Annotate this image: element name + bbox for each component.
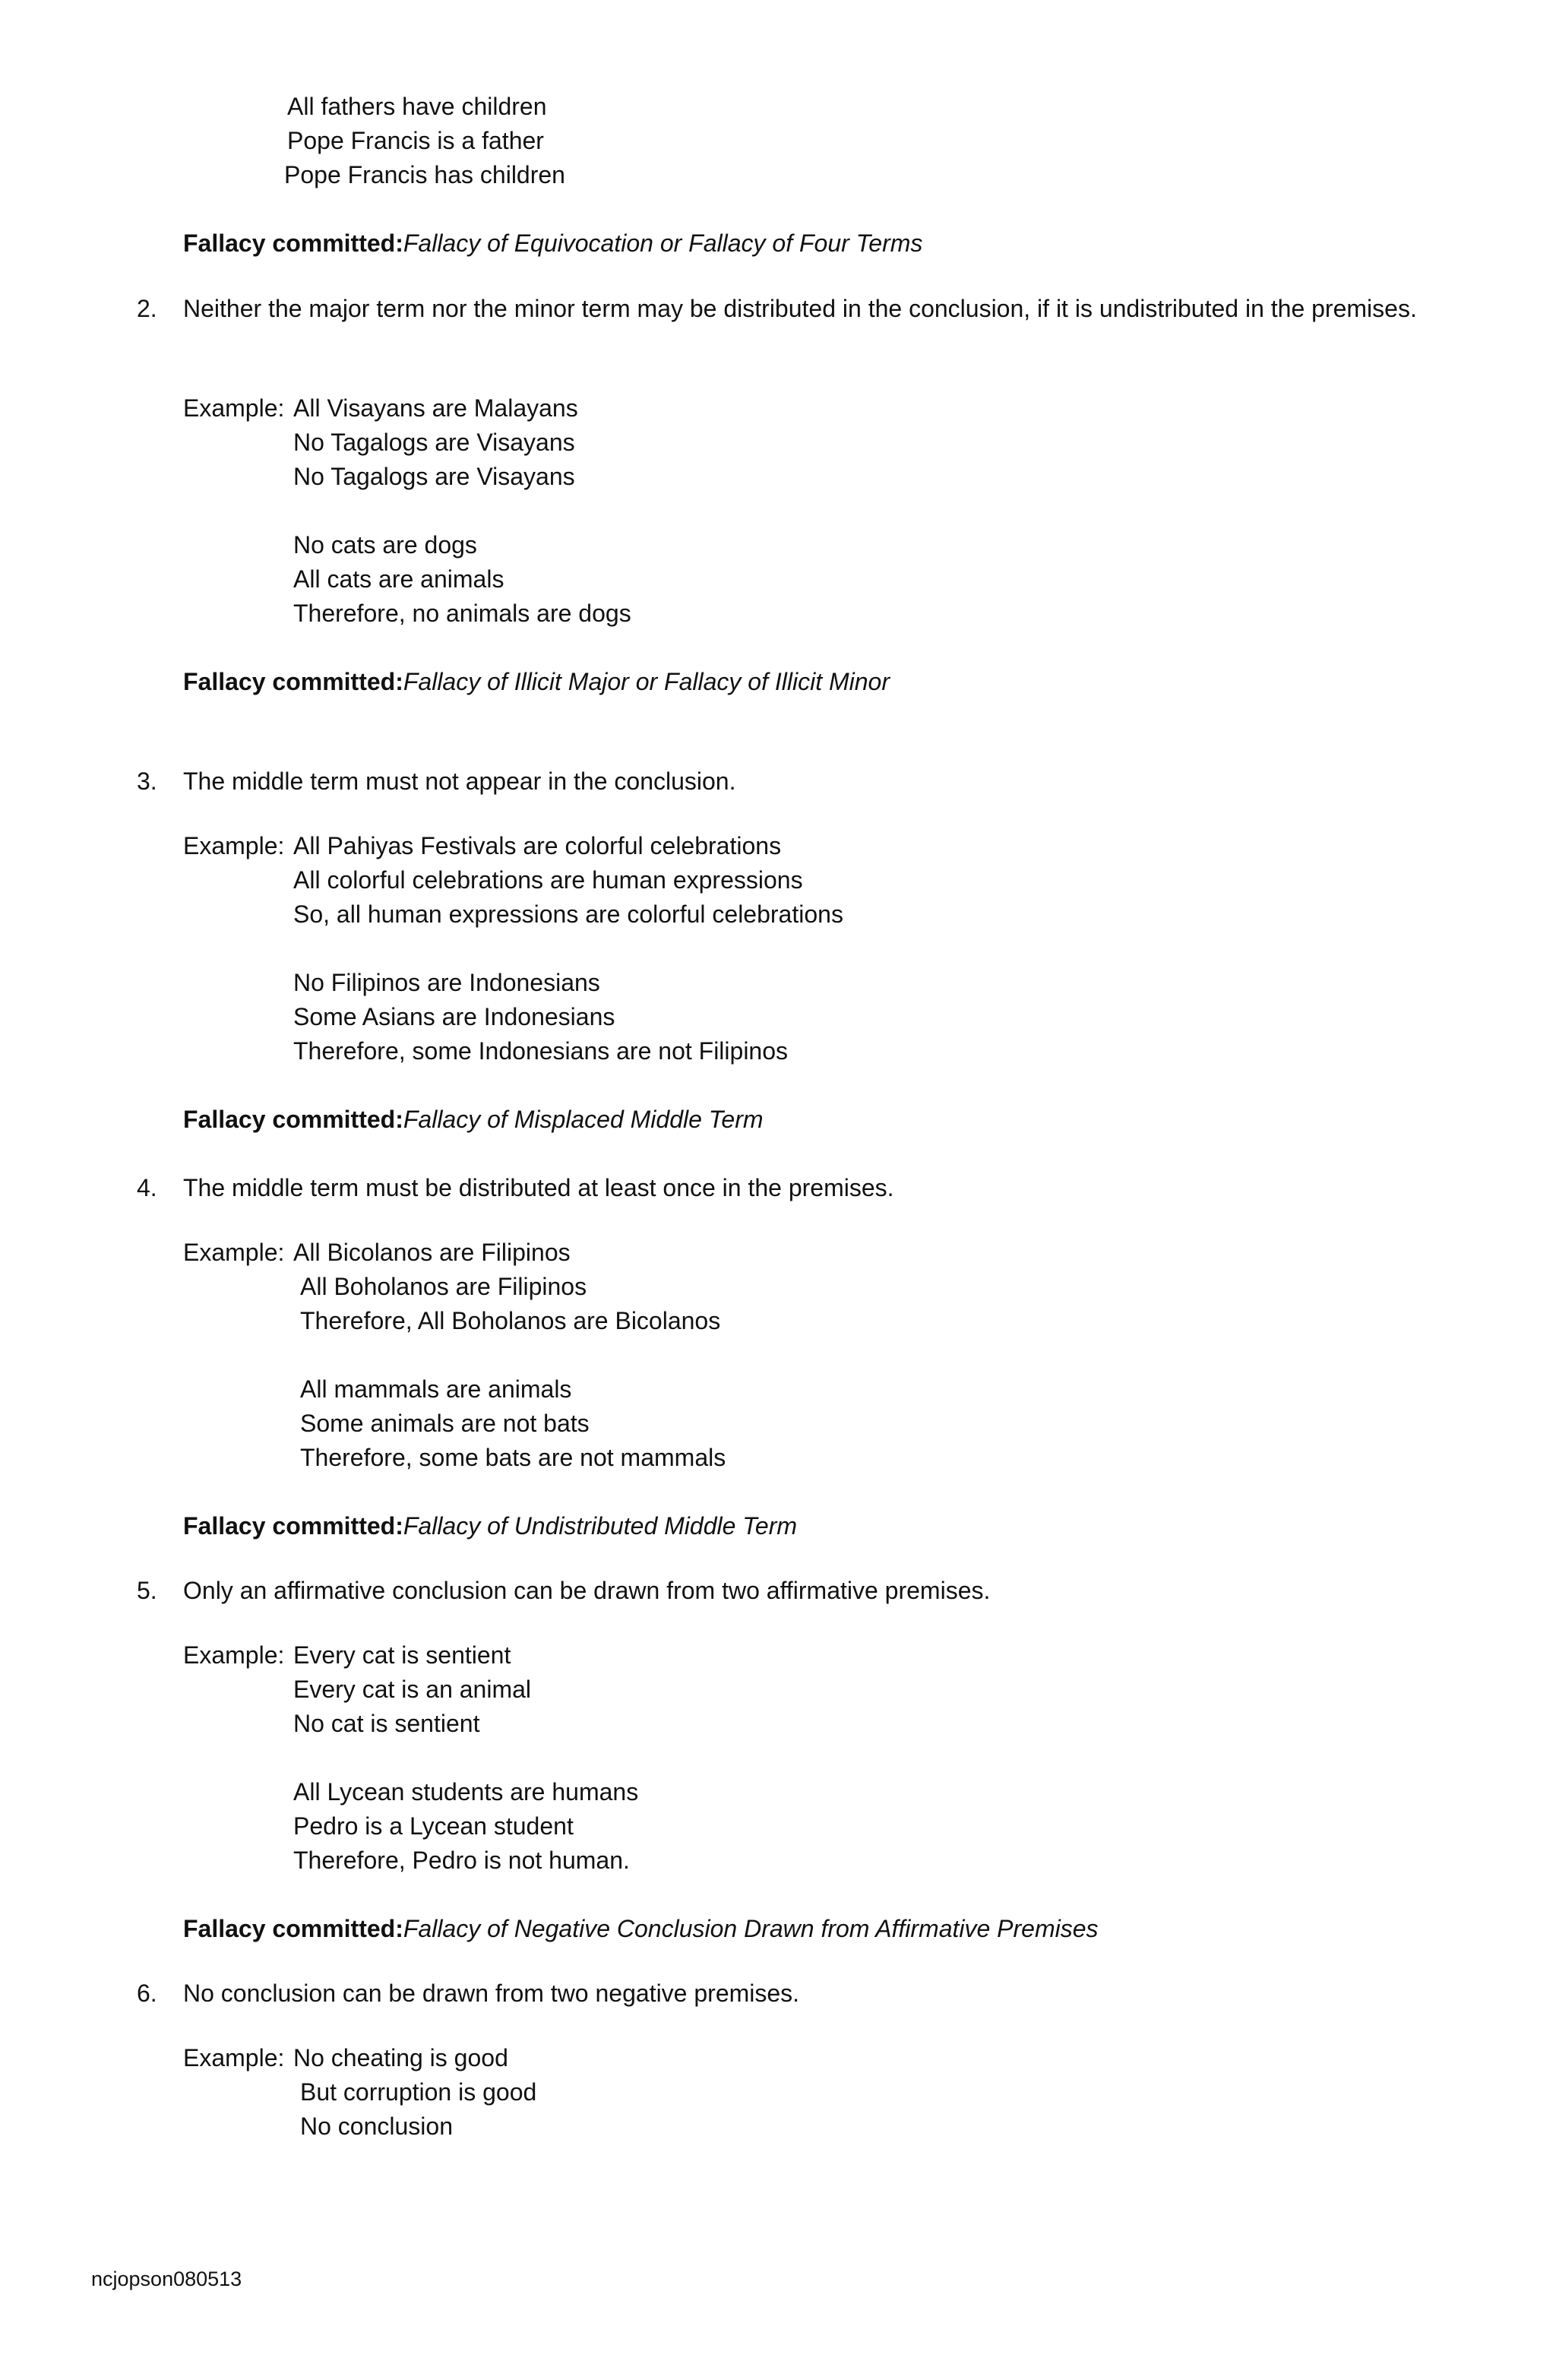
rule-3-fallacy-line [183,1103,764,1136]
fallacy-name: Fallacy of Undistributed Middle Term [403,1512,797,1540]
fallacy-label: Fallacy committed: [183,1512,403,1540]
rule-4-fallacy-line [183,1509,797,1543]
rule-2-example1-line2: No Tagalogs are Visayans [293,429,575,456]
rule-5-example1-line3: No cat is sentient [293,1710,480,1737]
fallacy-label: Fallacy committed: [183,229,403,257]
fallacy-label: Fallacy committed: [183,1915,403,1942]
rule-5-number: 5. [137,1577,157,1604]
intro-premise-1: All fathers have children [287,93,547,120]
intro-fallacy-line [183,226,922,260]
intro-conclusion: Pope Francis has children [284,161,565,188]
rule-3-example1-line2: All colorful celebrations are human expressions [293,866,803,894]
rule-2-example2-line1: No cats are dogs [293,531,477,559]
rule-5-example2-line2: Pedro is a Lycean student [293,1812,574,1840]
rule-5-text: Only an affirmative conclusion can be drawn from two affirmative premises. [183,1577,991,1604]
rule-5-example1-line1: Every cat is sentient [293,1641,511,1669]
rule-3-example2-line3: Therefore, some Indonesians are not Filipinos [293,1037,789,1065]
rule-3-text: The middle term must not appear in the conclusion. [183,767,736,795]
rule-3-example1-line1: All Pahiyas Festivals are colorful celebrations [293,832,782,859]
fallacy-name: Fallacy of Equivocation or Fallacy of Four Terms [403,229,923,257]
rule-2-example-label: Example: [183,394,285,422]
fallacy-label: Fallacy committed: [183,668,403,695]
fallacy-name: Fallacy of Illicit Major or Fallacy of Illicit Minor [403,668,890,695]
rule-6-example1-line3: No conclusion [300,2113,453,2140]
rule-5-example1-line2: Every cat is an animal [293,1676,532,1703]
rule-4-example2-line2: Some animals are not bats [300,1410,590,1437]
rule-6-example1-line2: But corruption is good [300,2078,537,2106]
rule-4-example1-line3: Therefore, All Boholanos are Bicolanos [300,1307,721,1334]
rule-3-example2-line1: No Filipinos are Indonesians [293,969,600,996]
footer-id: ncjopson080513 [91,2268,242,2290]
rule-3-example1-line3: So, all human expressions are colorful celebrations [293,900,843,928]
rule-2-example2-line3: Therefore, no animals are dogs [293,600,631,627]
rule-5-fallacy-line [183,1912,1099,1945]
rule-6-text: No conclusion can be drawn from two negative premises. [183,1980,800,2007]
intro-premise-2: Pope Francis is a father [287,127,544,154]
rule-2-example1-line1: All Visayans are Malayans [293,394,578,422]
rule-5-example2-line3: Therefore, Pedro is not human. [293,1847,630,1874]
rule-3-number: 3. [137,767,157,795]
rule-5-example2-line1: All Lycean students are humans [293,1778,639,1806]
rule-6-number: 6. [137,1980,157,2007]
rule-4-text: The middle term must be distributed at least once in the premises. [183,1174,894,1201]
fallacy-name: Fallacy of Negative Conclusion Drawn from Affirmative Premises [403,1915,1099,1942]
rule-4-example1-line1: All Bicolanos are Filipinos [293,1239,571,1266]
rule-4-example2-line1: All mammals are animals [300,1375,572,1403]
rule-4-example-label: Example: [183,1239,285,1266]
rule-2-fallacy-line [183,665,890,698]
rule-2-example2-line2: All cats are animals [293,565,504,593]
rule-6-example-label: Example: [183,2044,285,2071]
rule-2-example1-line3: No Tagalogs are Visayans [293,463,575,490]
rule-5-example-label: Example: [183,1641,285,1669]
rule-2-number: 2. [137,295,157,322]
rule-4-example1-line2: All Boholanos are Filipinos [300,1273,587,1300]
rule-6-example1-line1: No cheating is good [293,2044,508,2071]
fallacy-label: Fallacy committed: [183,1106,403,1133]
rule-3-example2-line2: Some Asians are Indonesians [293,1003,615,1030]
rule-3-example-label: Example: [183,832,285,859]
fallacy-name: Fallacy of Misplaced Middle Term [403,1106,764,1133]
rule-2-text: Neither the major term nor the minor term may be distributed in the conclusion, if it is undistributed in the premises. [183,295,1417,322]
rule-4-example2-line3: Therefore, some bats are not mammals [300,1444,726,1471]
rule-4-number: 4. [137,1174,157,1201]
